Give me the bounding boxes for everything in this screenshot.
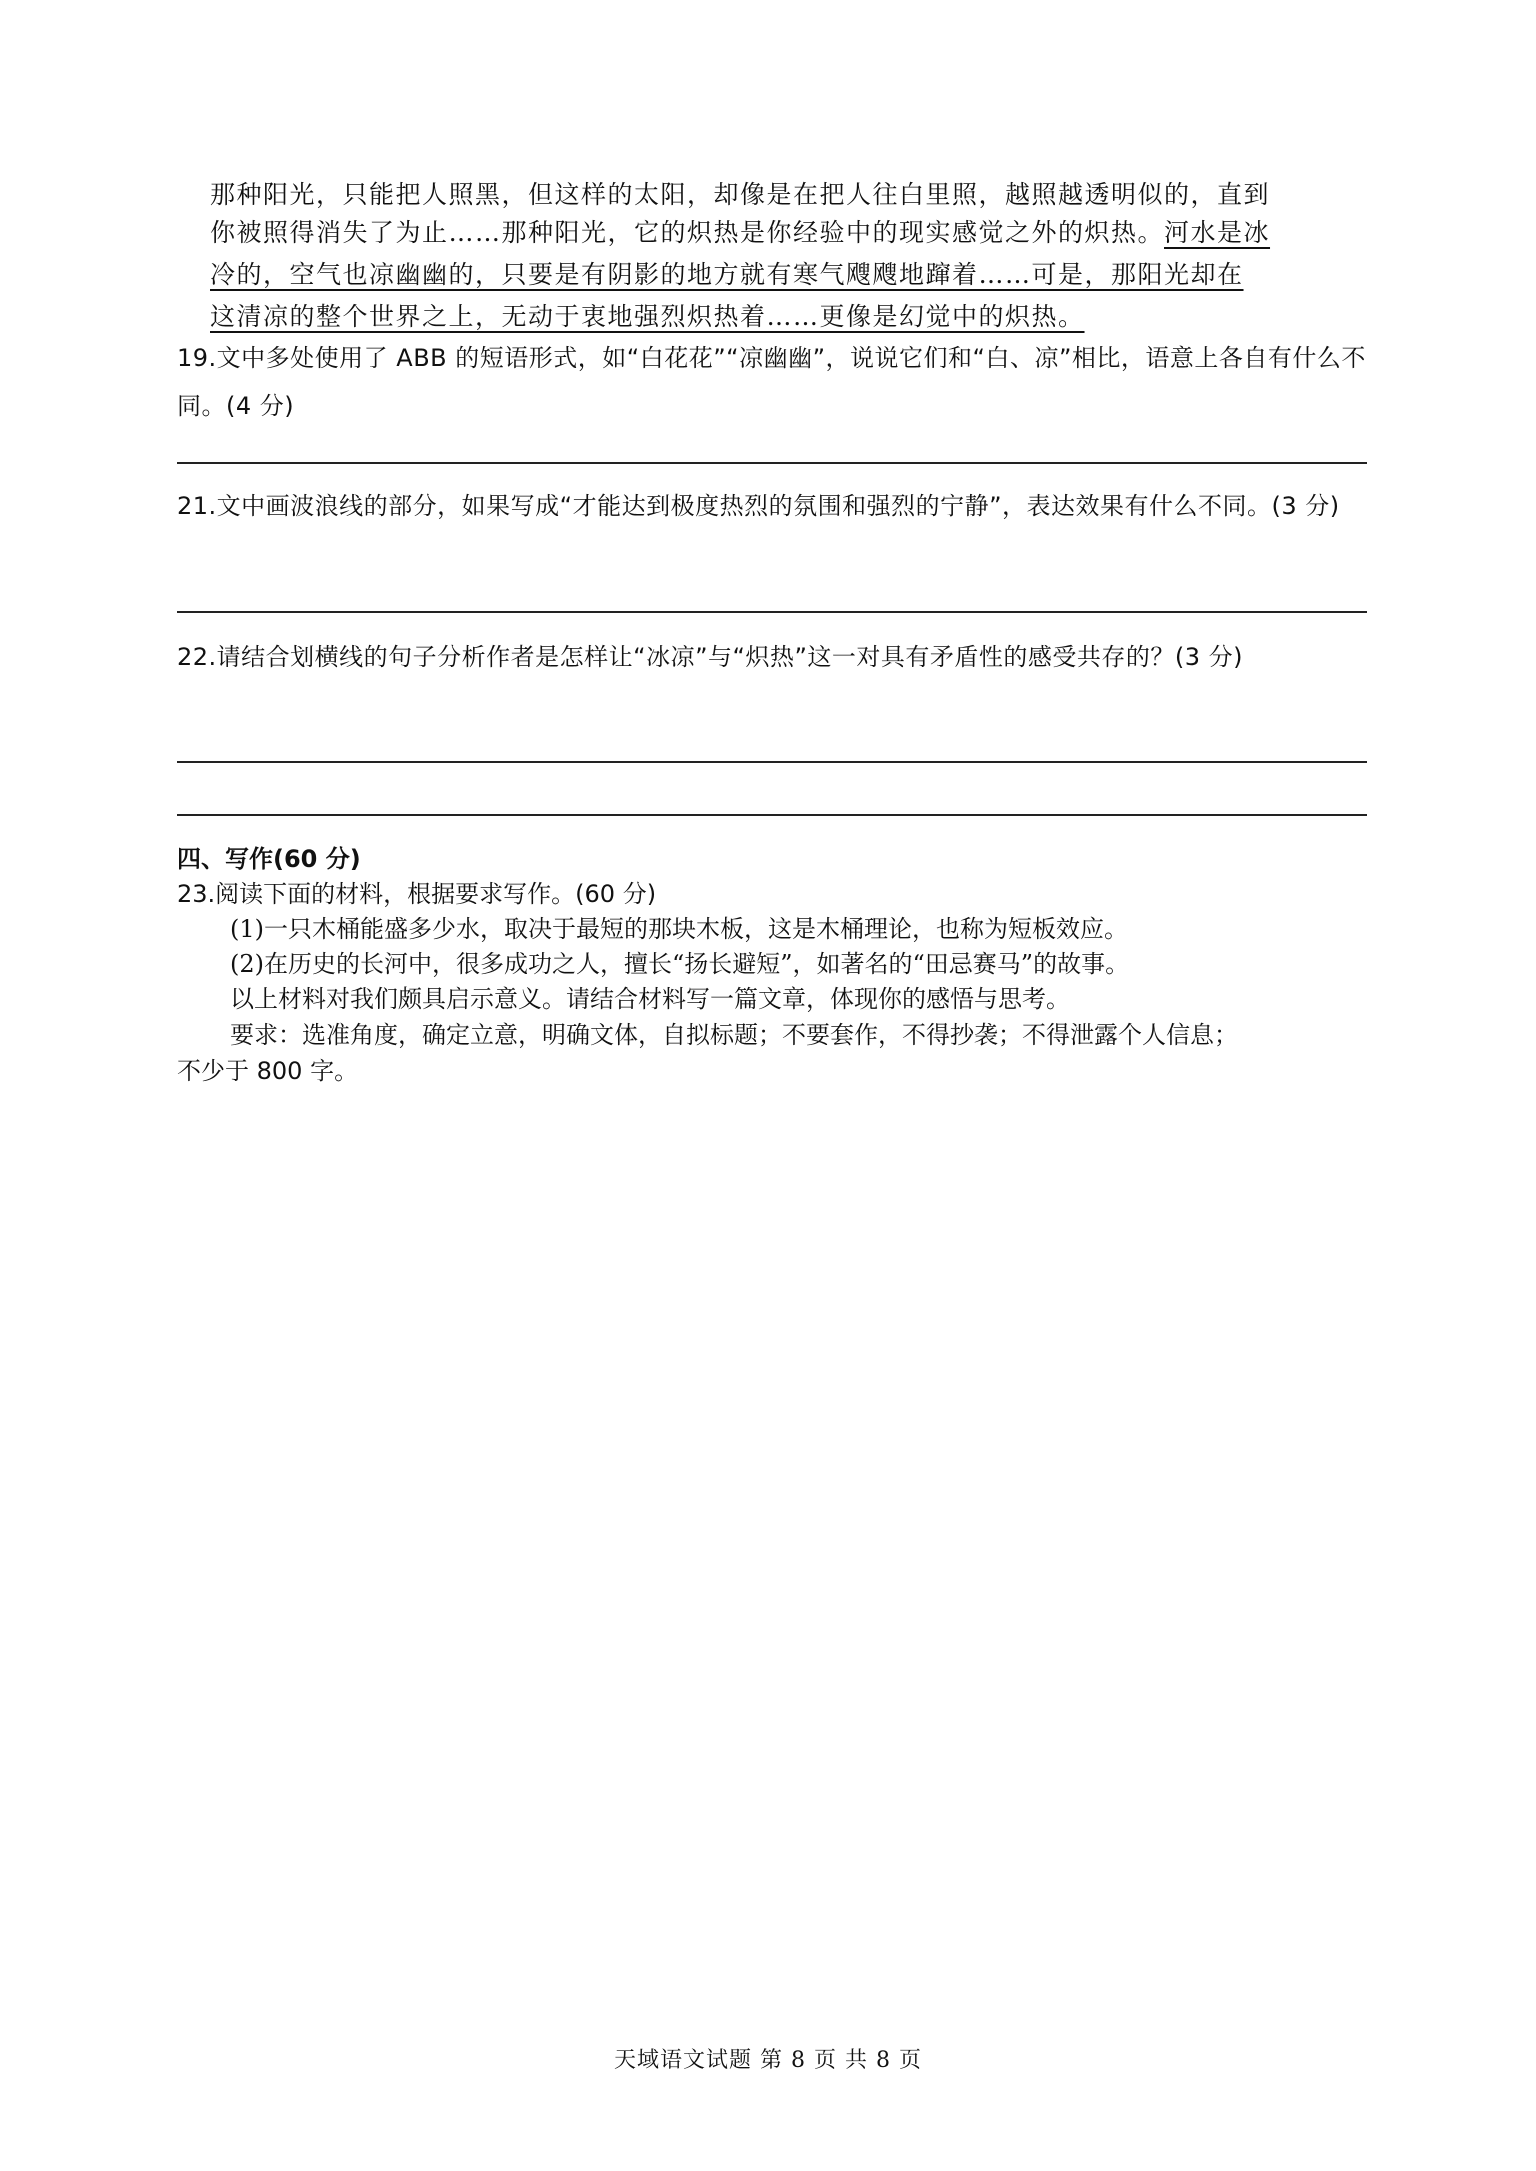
writing-requirements-line-1: 要求：选准角度，确定立意，明确文体，自拟标题；不要套作，不得抄袭；不得泄露个人信息； xyxy=(230,1021,1238,1049)
passage-line-2 xyxy=(210,214,1340,252)
question-19: 19.文中多处使用了 ABB 的短语形式，如“白花花”“凉幽幽”，说说它们和“白、凉”相比，语意上各自有什么不同。(4 分) xyxy=(177,344,1366,420)
underlined-sentence-start: 河水是冰 xyxy=(1164,218,1271,247)
question-23: 23.阅读下面的材料，根据要求写作。(60 分) xyxy=(177,880,657,908)
answer-line-21[interactable] xyxy=(177,611,1367,613)
answer-line-19[interactable] xyxy=(177,462,1367,464)
page-footer: 天域语文试题 第 8 页 共 8 页 xyxy=(614,2048,922,2073)
writing-requirements-line-2: 不少于 800 字。 xyxy=(177,1057,359,1085)
question-21: 21.文中画波浪线的部分，如果写成“才能达到极度热烈的氛围和强烈的宁静”，表达效果有什么不同。(3 分) xyxy=(177,492,1340,520)
answer-line-22b[interactable] xyxy=(177,814,1367,816)
passage-line-3-underlined: 冷的，空气也凉幽幽的，只要是有阴影的地方就有寒气飕飕地蹿着……可是，那阳光却在 xyxy=(210,260,1244,289)
answer-line-22a[interactable] xyxy=(177,761,1367,763)
passage-line-1: 那种阳光，只能把人照黑，但这样的太阳，却像是在把人往白里照，越照越透明似的，直到 xyxy=(210,180,1271,209)
passage-line-4-underlined: 这清凉的整个世界之上，无动于衷地强烈炽热着……更像是幻觉中的炽热。 xyxy=(210,302,1085,331)
material-2: (2)在历史的长河中，很多成功之人，擅长“扬长避短”，如著名的“田忌赛马”的故事。 xyxy=(230,950,1130,978)
writing-prompt: 以上材料对我们颇具启示意义。请结合材料写一篇文章，体现你的感悟与思考。 xyxy=(230,985,1070,1013)
question-22: 22.请结合划横线的句子分析作者是怎样让“冰凉”与“炽热”这一对具有矛盾性的感受共存的？(3 分) xyxy=(177,643,1244,671)
section-title-writing: 四、写作(60 分) xyxy=(177,845,361,873)
material-1: (1)一只木桶能盛多少水，取决于最短的那块木板，这是木桶理论，也称为短板效应。 xyxy=(230,915,1128,943)
passage-line-2-text: 你被照得消失了为止……那种阳光，它的炽热是你经验中的现实感觉之外的炽热。 xyxy=(210,218,1165,247)
